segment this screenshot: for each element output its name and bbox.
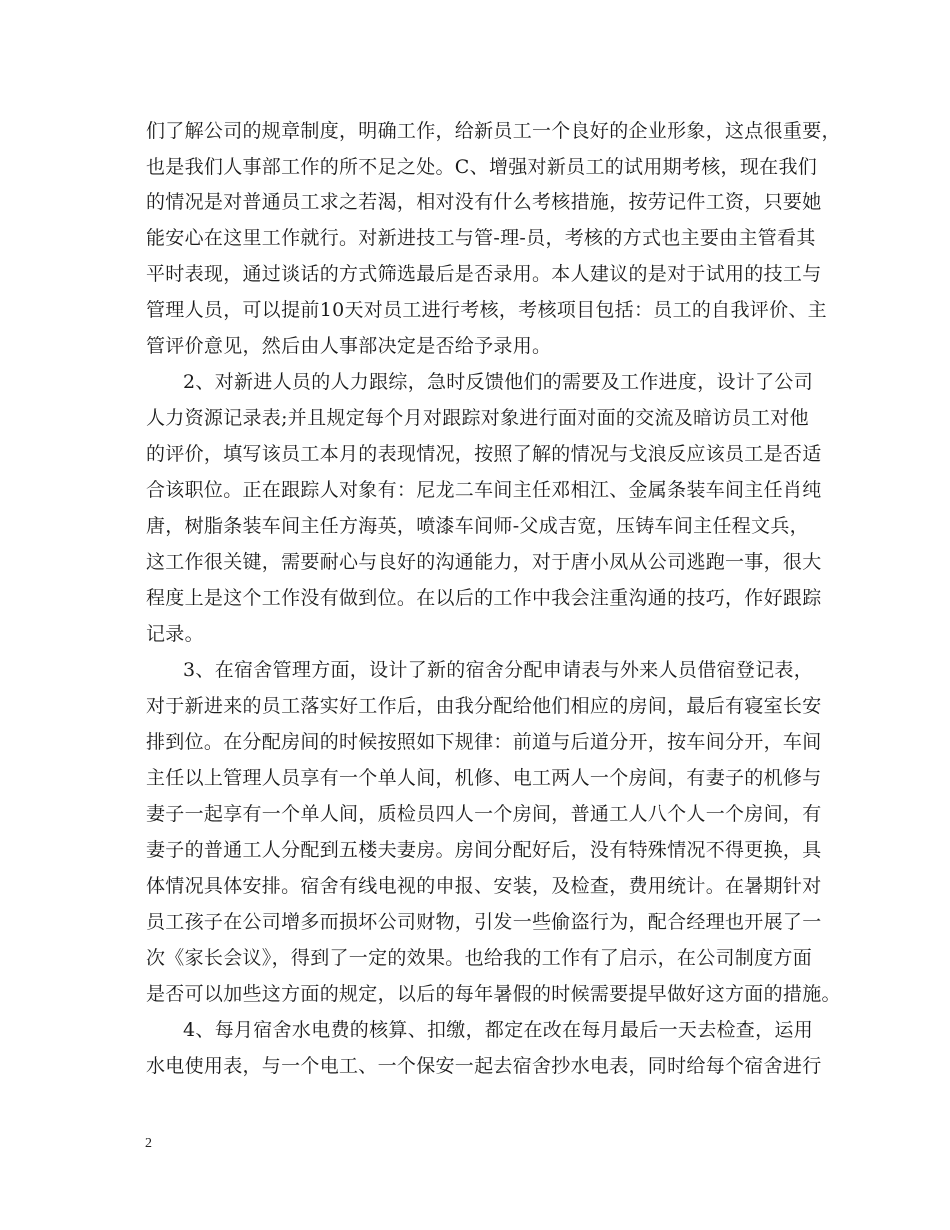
paragraph-start-line: 2、对新进人员的人力跟综，急时反馈他们的需要及工作进度，设计了公司 — [183, 371, 813, 393]
text-line: 妻子一起享有一个单人间，质检员四人一个房间，普通工人八个人一个房间，有 — [146, 803, 822, 825]
text-line: 们了解公司的规章制度，明确工作，给新员工一个良好的企业形象，这点很重要， — [146, 120, 841, 142]
text-line: 这工作很关键，需要耐心与良好的沟通能力，对于唐小凤从公司逃跑一事，很大 — [146, 551, 822, 573]
text-line: 管理人员，可以提前10天对员工进行考核，考核项目包括：员工的自我评价、主 — [146, 299, 827, 321]
text-line: 次《家长会议》，得到了一定的效果。也给我的工作有了启示，在公司制度方面 — [146, 947, 813, 969]
text-line: 也是我们人事部工作的所不足之处。C、增强对新员工的试用期考核，现在我们 — [146, 156, 818, 178]
text-line: 的评价，填写该员工本月的表现情况，按照了解的情况与戈浪反应该员工是否适 — [146, 443, 822, 465]
text-line: 合该职位。正在跟踪人对象有：尼龙二车间主任邓相江、金属条装车间主任肖纯 — [146, 479, 822, 501]
paragraph-start-line: 4、每月宿舍水电费的核算、扣缴，都定在改在每月最后一天去检查，运用 — [183, 1019, 813, 1041]
text-line: 记录。 — [146, 623, 204, 645]
text-line: 是否可以加些这方面的规定，以后的每年暑假的时候需要提早做好这方面的措施。 — [146, 983, 841, 1005]
paragraph-start-line: 3、在宿舍管理方面，设计了新的宿舍分配申请表与外来人员借宿登记表， — [183, 659, 813, 681]
text-line: 平时表现，通过谈话的方式筛选最后是否录用。本人建议的是对于试用的技工与 — [146, 263, 822, 285]
text-line: 程度上是这个工作没有做到位。在以后的工作中我会注重沟通的技巧，作好跟踪 — [146, 587, 822, 609]
text-line: 对于新进来的员工落实好工作后，由我分配给他们相应的房间，最后有寝室长安 — [146, 695, 822, 717]
text-line: 的情况是对普通员工求之若渴，相对没有什么考核措施，按劳记件工资，只要她 — [146, 191, 822, 213]
text-line: 妻子的普通工人分配到五楼夫妻房。房间分配好后，没有特殊情况不得更换，具 — [146, 839, 822, 861]
text-line: 水电使用表，与一个电工、一个保安一起去宿舍抄水电表，同时给每个宿舍进行 — [146, 1055, 822, 1077]
text-line: 主任以上管理人员享有一个单人间，机修、电工两人一个房间，有妻子的机修与 — [146, 767, 822, 789]
text-line: 管评价意见，然后由人事部决定是否给予录用。 — [146, 335, 552, 357]
page-number: 2 — [145, 1136, 152, 1151]
text-line: 能安心在这里工作就行。对新进技工与管-理-员，考核的方式也主要由主管看其 — [146, 227, 816, 249]
text-line: 唐，树脂条装车间主任方海英，喷漆车间师-父成吉宽，压铸车间主任程文兵， — [146, 515, 809, 537]
text-line: 排到位。在分配房间的时候按照如下规律：前道与后道分开，按车间分开，车间 — [146, 731, 822, 753]
text-line: 人力资源记录表;并且规定每个月对跟踪对象进行面对面的交流及暗访员工对他 — [146, 407, 809, 429]
text-line: 员工孩子在公司增多而损坏公司财物，引发一些偷盗行为，配合经理也开展了一 — [146, 911, 822, 933]
text-line: 体情况具体安排。宿舍有线电视的申报、安装，及检查，费用统计。在暑期针对 — [146, 875, 822, 897]
